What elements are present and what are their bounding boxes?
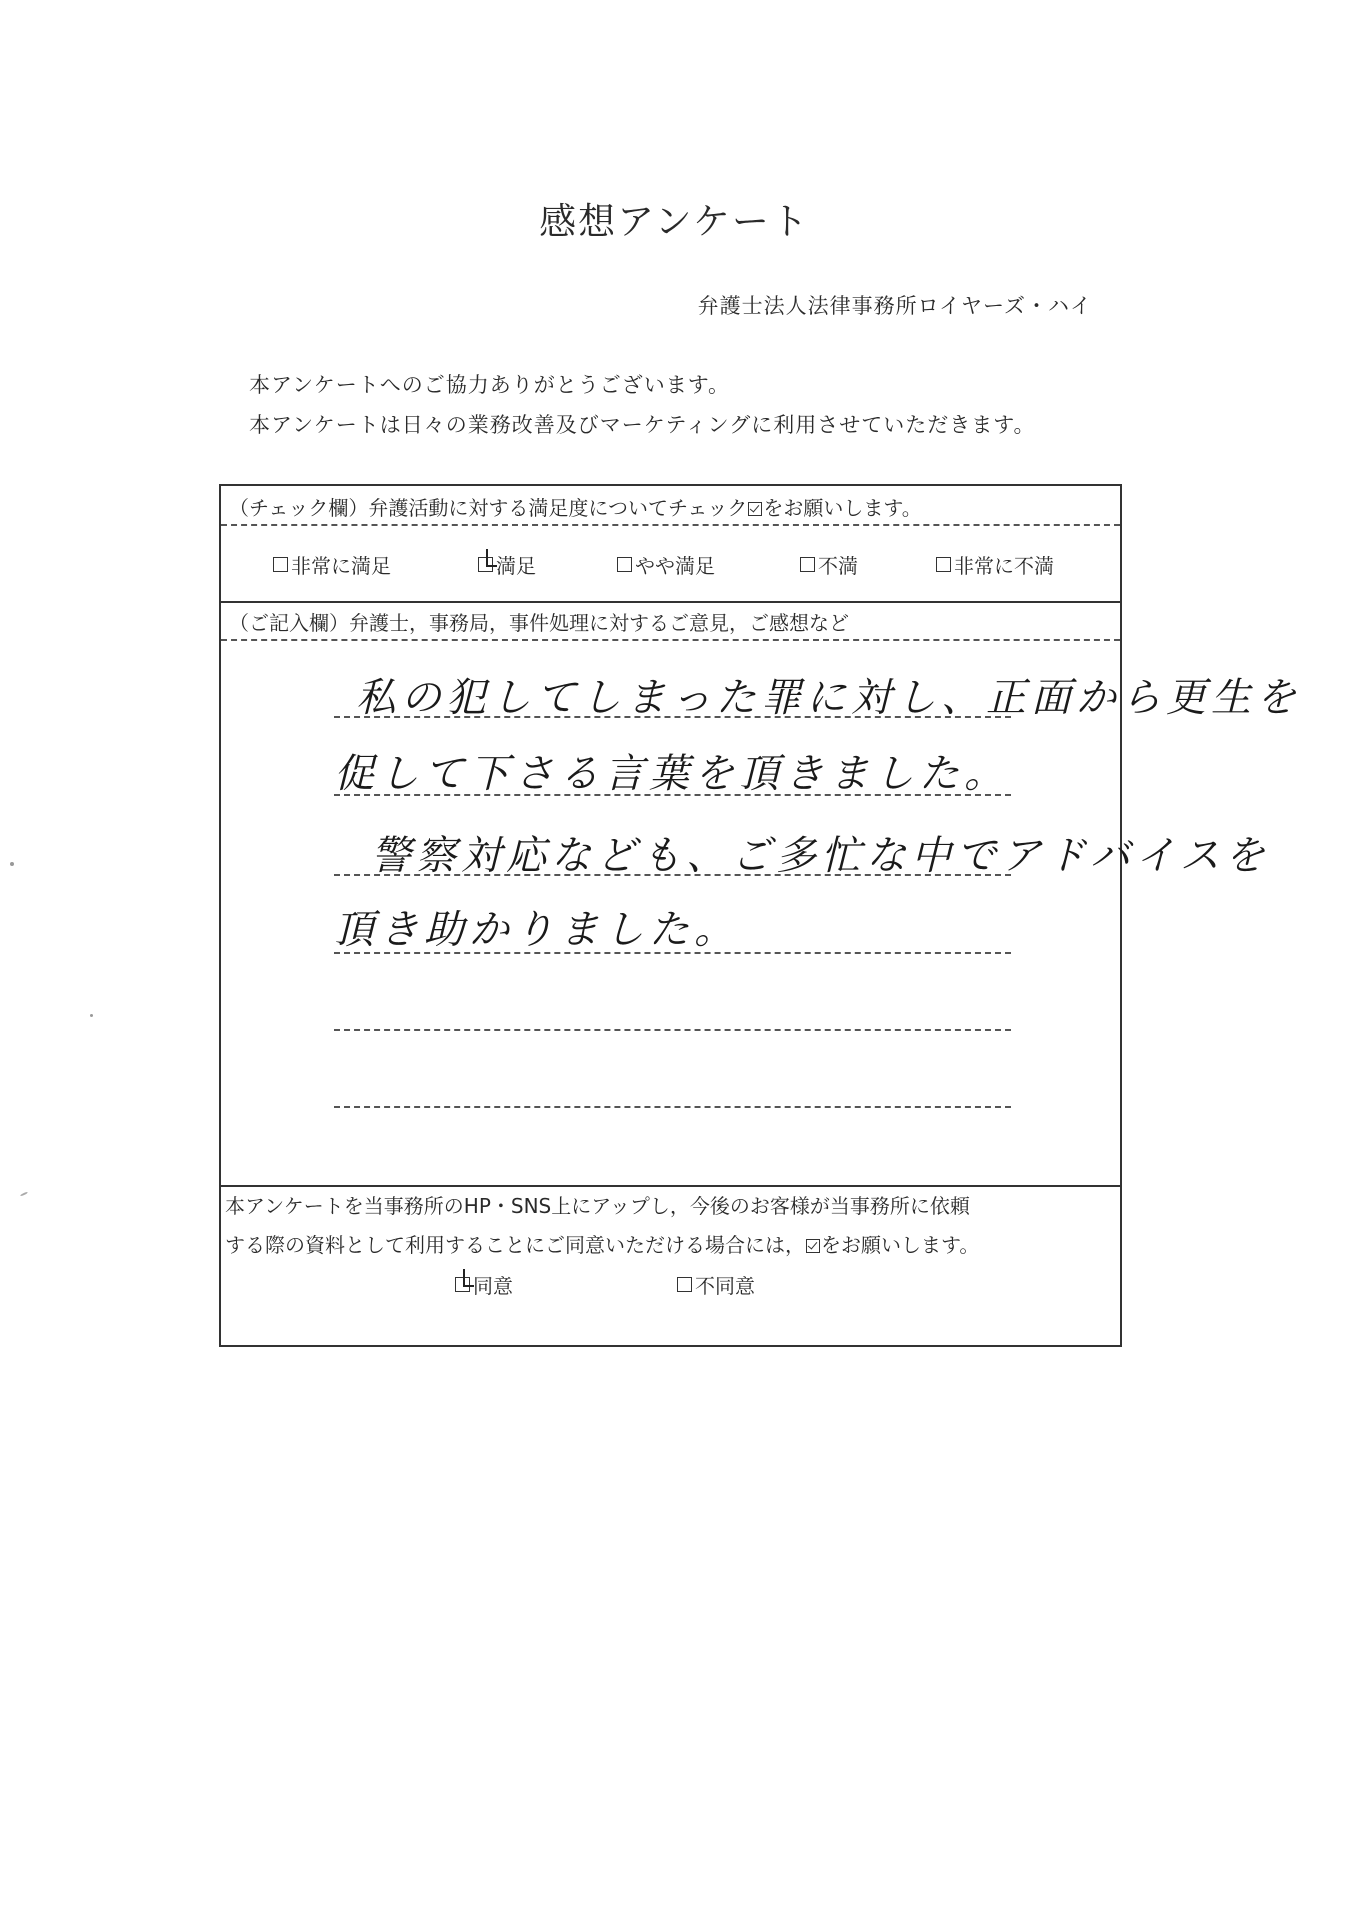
option-label: やや満足 [635, 554, 715, 578]
checkbox-example-icon [806, 1239, 820, 1253]
checkbox-icon[interactable] [273, 557, 288, 572]
handwritten-check-mark [486, 549, 497, 567]
survey-form [219, 484, 1301, 1347]
divider [221, 639, 1120, 641]
handwritten-line-4: 頂き助かりました。 [334, 907, 739, 953]
writing-line [334, 794, 1011, 796]
consent-text-prefix: する際の資料として利用することにご同意いただける場合には， [225, 1233, 805, 1257]
section-divider [221, 601, 1120, 603]
handwritten-line-1: 私の犯してしまった罪に対し、正面から更生を [356, 675, 1301, 721]
option-satisfied[interactable] [478, 550, 536, 579]
handwritten-check-mark [463, 1269, 474, 1287]
checked-checkbox-icon[interactable] [478, 557, 493, 572]
scan-speck [90, 1014, 93, 1017]
option-label: 非常に満足 [291, 554, 391, 578]
firm-name: 弁護士法人法律事務所ロイヤーズ・ハイ [697, 294, 1092, 318]
comment-section-heading: （ご記入欄）弁護士，事務局，事件処理に対するご意見，ご感想など [229, 611, 849, 635]
writing-line [334, 874, 1011, 876]
checkbox-icon[interactable] [800, 557, 815, 572]
consent-agree[interactable] [455, 1270, 513, 1299]
checkbox-example-icon [748, 502, 762, 516]
consent-text-line-2 [225, 1229, 979, 1258]
handwritten-line-3: 警察対応なども、ご多忙な中でアドバイスを [371, 833, 1270, 879]
handwritten-line-2: 促して下さる言葉を頂きました。 [334, 751, 1009, 797]
checkbox-icon[interactable] [936, 557, 951, 572]
checkbox-icon[interactable] [677, 1277, 692, 1292]
divider [221, 524, 1120, 526]
check-heading-text: （チェック欄）弁護活動に対する満足度についてチェック [229, 496, 748, 520]
option-label: 不同意 [695, 1274, 755, 1298]
check-section-heading [229, 492, 922, 521]
check-heading-suffix: をお願いします。 [763, 496, 922, 520]
intro-line-1: 本アンケートへのご協力ありがとうございます。 [249, 373, 731, 397]
scan-speck [10, 862, 14, 866]
option-very-dissatisfied[interactable] [936, 550, 1054, 579]
option-label: 不満 [818, 554, 858, 578]
option-somewhat-satisfied[interactable] [617, 550, 715, 579]
option-label: 同意 [473, 1274, 513, 1298]
section-divider [221, 1185, 1120, 1187]
checkbox-icon[interactable] [617, 557, 632, 572]
option-dissatisfied[interactable] [800, 550, 858, 579]
survey-title: 感想アンケート [539, 200, 810, 243]
option-label: 満足 [496, 554, 536, 578]
writing-line [334, 952, 1011, 954]
option-label: 非常に不満 [954, 554, 1054, 578]
option-very-satisfied[interactable] [273, 550, 391, 579]
consent-disagree[interactable] [677, 1270, 755, 1299]
consent-text-line-1: 本アンケートを当事務所のHP・SNS上にアップし，今後のお客様が当事務所に依頼 [225, 1194, 970, 1218]
checked-checkbox-icon[interactable] [455, 1277, 470, 1292]
consent-text-suffix: をお願いします。 [821, 1233, 980, 1257]
writing-line [334, 1029, 1011, 1031]
scan-speck [20, 1191, 28, 1196]
writing-line [334, 716, 1011, 718]
intro-line-2: 本アンケートは日々の業務改善及びマーケティングに利用させていただきます。 [249, 413, 1036, 437]
writing-line [334, 1106, 1011, 1108]
